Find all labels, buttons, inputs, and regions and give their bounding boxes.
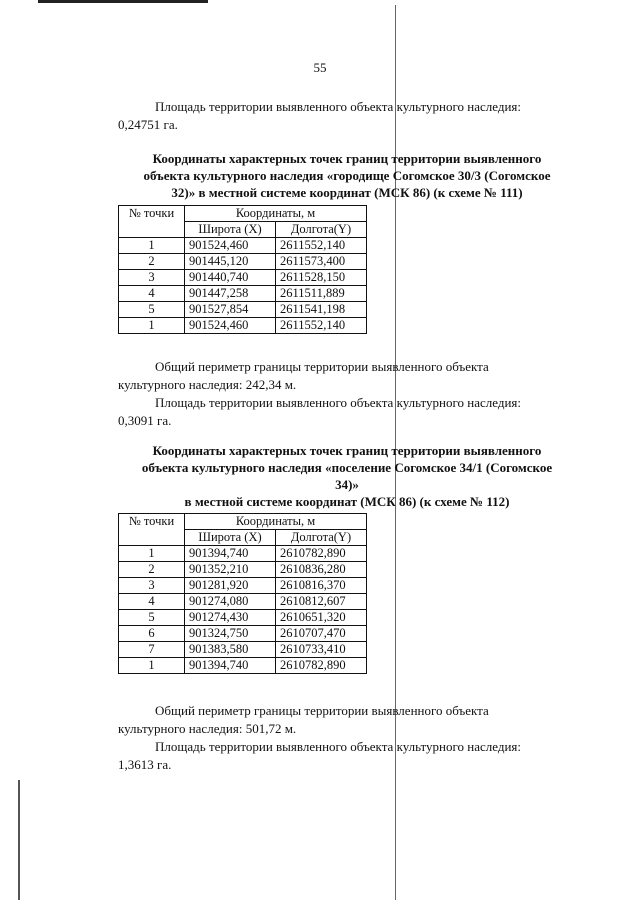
cell-point: 4 — [119, 286, 185, 302]
col-lon-header: Долгота(Y) — [276, 530, 367, 546]
table-row — [119, 318, 367, 334]
cell-point: 1 — [119, 318, 185, 334]
perimeter-label: Общий периметр границы территории выявленного объекта — [155, 359, 489, 374]
cell-lat: 901274,430 — [185, 610, 276, 626]
cell-lat: 901445,120 — [185, 254, 276, 270]
table-row — [119, 254, 367, 270]
table-row — [119, 658, 367, 674]
cell-lon: 2611541,198 — [276, 302, 367, 318]
cell-lat: 901394,740 — [185, 658, 276, 674]
area-paragraph-112 — [118, 738, 576, 774]
scan-left-edge — [18, 780, 20, 900]
cell-point: 1 — [119, 658, 185, 674]
cell-point: 7 — [119, 642, 185, 658]
perimeter-paragraph-111 — [118, 358, 576, 394]
cell-lat: 901352,210 — [185, 562, 276, 578]
table-row — [119, 578, 367, 594]
table-row — [119, 594, 367, 610]
scan-top-edge — [38, 0, 208, 3]
table-row — [119, 626, 367, 642]
cell-lat: 901527,854 — [185, 302, 276, 318]
area-value: 0,3091 га. — [118, 413, 172, 428]
cell-lon: 2610733,410 — [276, 642, 367, 658]
cell-lon: 2610707,470 — [276, 626, 367, 642]
perimeter-label: Общий периметр границы территории выявленного объекта — [155, 703, 489, 718]
cell-lon: 2611528,150 — [276, 270, 367, 286]
perimeter-paragraph-112 — [118, 702, 576, 738]
table-row — [119, 302, 367, 318]
section-heading-111 — [118, 150, 576, 201]
area-label: Площадь территории выявленного объекта культурного наследия: — [155, 99, 522, 114]
table-row — [119, 610, 367, 626]
cell-point: 5 — [119, 610, 185, 626]
col-lat-header: Широта (X) — [185, 222, 276, 238]
coordinates-table-111 — [118, 205, 367, 334]
table-row — [119, 546, 367, 562]
cell-point: 1 — [119, 546, 185, 562]
cell-lat: 901524,460 — [185, 238, 276, 254]
area-value: 0,24751 га. — [118, 117, 178, 132]
cell-lat: 901524,460 — [185, 318, 276, 334]
area-label: Площадь территории выявленного объекта культурного наследия: — [155, 395, 522, 410]
col-point-header: № точки — [119, 206, 185, 238]
cell-lon: 2611573,400 — [276, 254, 367, 270]
table-row — [119, 238, 367, 254]
cell-point: 3 — [119, 578, 185, 594]
cell-lat: 901281,920 — [185, 578, 276, 594]
area-paragraph-111 — [118, 394, 576, 430]
area-value: 1,3613 га. — [118, 757, 172, 772]
area-label: Площадь территории выявленного объекта культурного наследия: — [155, 739, 522, 754]
heading-line: Координаты характерных точек границ территории выявленного — [152, 151, 542, 166]
cell-point: 3 — [119, 270, 185, 286]
cell-lat: 901440,740 — [185, 270, 276, 286]
cell-lon: 2611552,140 — [276, 238, 367, 254]
cell-lon: 2610816,370 — [276, 578, 367, 594]
page-number: 55 — [313, 60, 327, 75]
cell-point: 6 — [119, 626, 185, 642]
cell-lat: 901324,750 — [185, 626, 276, 642]
heading-line: 34)» — [335, 477, 359, 492]
cell-lat: 901394,740 — [185, 546, 276, 562]
heading-line: 32)» в местной системе координат (МСК 86) (к схеме № 111) — [171, 185, 523, 200]
cell-lat: 901447,258 — [185, 286, 276, 302]
cell-lat: 901274,080 — [185, 594, 276, 610]
heading-line: Координаты характерных точек границ территории выявленного — [152, 443, 542, 458]
cell-lon: 2611552,140 — [276, 318, 367, 334]
area-paragraph-0 — [118, 98, 576, 134]
cell-lon: 2610836,280 — [276, 562, 367, 578]
col-coords-header: Координаты, м — [185, 206, 367, 222]
heading-line: в местной системе координат (МСК 86) (к схеме № 112) — [184, 494, 510, 509]
cell-lon: 2610782,890 — [276, 658, 367, 674]
table-header-row — [119, 514, 367, 530]
col-lat-header: Широта (X) — [185, 530, 276, 546]
coordinates-table-112 — [118, 513, 367, 674]
table-row — [119, 286, 367, 302]
perimeter-value: культурного наследия: 242,34 м. — [118, 377, 297, 392]
cell-lon: 2611511,889 — [276, 286, 367, 302]
perimeter-value: культурного наследия: 501,72 м. — [118, 721, 297, 736]
table-row — [119, 562, 367, 578]
cell-point: 4 — [119, 594, 185, 610]
col-lon-header: Долгота(Y) — [276, 222, 367, 238]
cell-point: 2 — [119, 254, 185, 270]
cell-lon: 2610812,607 — [276, 594, 367, 610]
cell-point: 5 — [119, 302, 185, 318]
cell-point: 1 — [119, 238, 185, 254]
cell-lon: 2610651,320 — [276, 610, 367, 626]
cell-lat: 901383,580 — [185, 642, 276, 658]
heading-line: объекта культурного наследия «городище Согомское 30/3 (Согомское — [143, 168, 551, 183]
section-heading-112 — [118, 442, 576, 510]
table-header-row — [119, 206, 367, 222]
heading-line: объекта культурного наследия «поселение Согомское 34/1 (Согомское — [141, 460, 553, 475]
table-row — [119, 642, 367, 658]
cell-point: 2 — [119, 562, 185, 578]
table-row — [119, 270, 367, 286]
col-coords-header: Координаты, м — [185, 514, 367, 530]
col-point-header: № точки — [119, 514, 185, 546]
cell-lon: 2610782,890 — [276, 546, 367, 562]
